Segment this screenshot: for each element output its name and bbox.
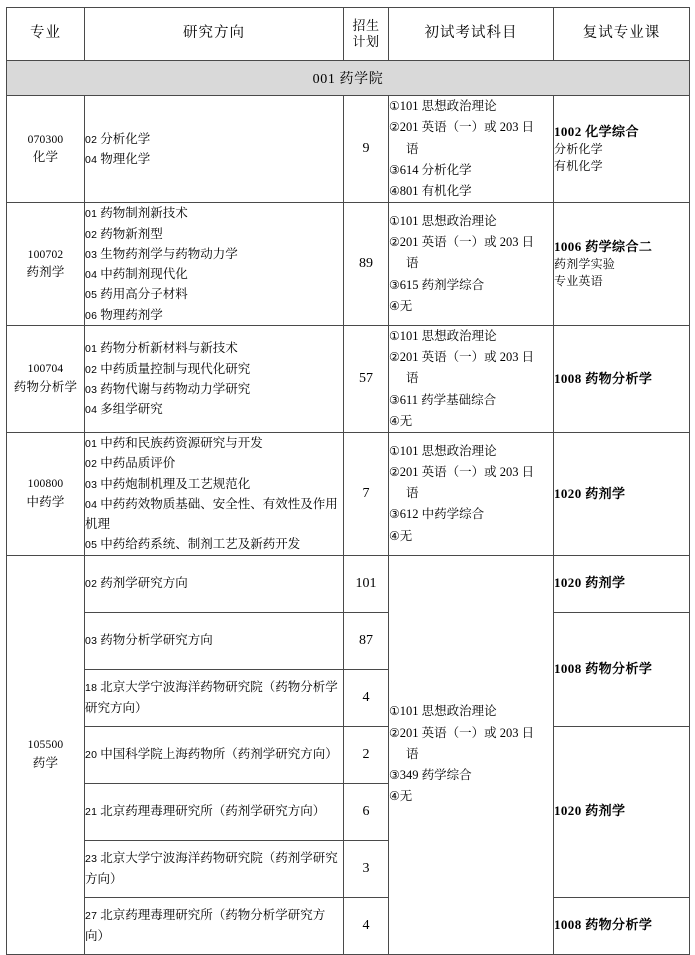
exam-item-marker: ③ xyxy=(389,162,400,177)
direction-number: 06 xyxy=(85,309,98,322)
column-header-major: 专业 xyxy=(7,8,85,61)
preliminary-exam-cell xyxy=(389,325,554,432)
column-header-enrollment-plan-line1: 招生 xyxy=(352,18,380,34)
exam-subject-text: 201 英语（一）或 203 日 xyxy=(399,120,535,135)
direction-number: 04 xyxy=(85,269,98,281)
exam-item-marker: ③ xyxy=(389,507,400,522)
exam-subject-text: 201 英语（一）或 203 日 xyxy=(399,350,535,364)
table-row xyxy=(7,96,690,203)
enrollment-plan-cell: 89 xyxy=(344,203,389,326)
research-direction-cell xyxy=(85,203,344,326)
exam-subject-line xyxy=(389,701,553,722)
exam-subject-text: 语 xyxy=(406,486,419,501)
exam-subject-line xyxy=(389,504,553,525)
direction-number: 01 xyxy=(85,343,98,356)
exam-item-marker: ③ xyxy=(389,768,400,783)
research-direction-item xyxy=(85,305,343,325)
research-direction-cell xyxy=(85,96,344,203)
retest-sub-course: 分析化学 xyxy=(554,142,603,157)
admission-plan-table xyxy=(6,7,690,955)
research-direction-item xyxy=(85,224,343,244)
direction-number: 21 xyxy=(85,806,98,819)
exam-subject-text: 语 xyxy=(406,141,419,156)
exam-item-marker: ② xyxy=(389,235,400,250)
exam-subject-line xyxy=(389,96,553,117)
retest-sub-course: 专业英语 xyxy=(554,274,603,289)
exam-subject-text: 612 中药学综合 xyxy=(399,507,485,522)
research-direction-item xyxy=(85,244,343,264)
direction-text: 北京大学宁波海洋药物研究院（药物分析学研究方向） xyxy=(85,680,338,715)
direction-number: 02 xyxy=(85,458,98,471)
retest-sub-course: 有机化学 xyxy=(554,159,603,174)
exam-item-marker: ④ xyxy=(389,184,400,198)
major-cell xyxy=(7,203,85,326)
research-direction-item xyxy=(85,573,343,593)
major-cell xyxy=(7,325,85,432)
research-direction-item xyxy=(85,630,343,650)
research-direction-cell xyxy=(85,783,344,840)
exam-subject-line xyxy=(389,211,553,232)
table-row xyxy=(7,325,690,432)
exam-subject-text: 无 xyxy=(399,528,413,543)
direction-text: 北京药理毒理研究所（药剂学研究方向） xyxy=(100,804,326,819)
enrollment-plan-cell: 7 xyxy=(344,433,389,556)
direction-number: 03 xyxy=(85,383,98,396)
column-header-enrollment-plan xyxy=(344,8,389,61)
direction-number: 27 xyxy=(85,910,98,923)
direction-number: 05 xyxy=(85,539,98,552)
exam-subject-line xyxy=(389,117,553,138)
exam-subject-text: 101 思想政治理论 xyxy=(399,213,497,228)
direction-number: 03 xyxy=(85,635,98,648)
retest-main-course: 1020 药剂学 xyxy=(554,575,626,591)
research-direction-item xyxy=(85,801,343,821)
direction-text: 中药品质评价 xyxy=(100,456,176,471)
exam-subject-line xyxy=(389,526,553,547)
exam-subject-text: 611 药学基础综合 xyxy=(399,392,497,407)
exam-subject-text: 201 英语（一）或 203 日 xyxy=(399,235,535,250)
major-code: 100702 xyxy=(27,248,64,261)
preliminary-exam-cell xyxy=(389,555,554,954)
exam-subject-text: 无 xyxy=(399,789,413,804)
exam-subject-line xyxy=(389,253,553,274)
exam-subject-line xyxy=(389,483,553,504)
direction-text: 药物代谢与药物动力学研究 xyxy=(100,381,251,396)
exam-subject-line xyxy=(389,765,553,786)
preliminary-exam-cell xyxy=(389,203,554,326)
direction-text: 北京大学宁波海洋药物研究院（药剂学研究方向） xyxy=(85,851,338,886)
enrollment-plan-cell: 2 xyxy=(344,726,389,783)
exam-subject-text: 101 思想政治理论 xyxy=(399,99,497,113)
column-header-enrollment-plan-line2: 计划 xyxy=(352,34,380,49)
retest-subject-cell xyxy=(554,726,690,897)
college-banner-row xyxy=(7,61,690,96)
direction-number: 02 xyxy=(85,133,98,146)
direction-number: 20 xyxy=(85,749,98,762)
direction-text: 药物分析新材料与新技术 xyxy=(100,341,238,356)
table-header xyxy=(7,8,690,61)
header-row xyxy=(7,8,690,61)
direction-text: 药用高分子材料 xyxy=(100,287,188,302)
major-name: 药剂学 xyxy=(26,265,65,280)
research-direction-cell xyxy=(85,555,344,612)
retest-subject-cell xyxy=(554,96,690,203)
exam-subject-text: 101 思想政治理论 xyxy=(399,704,497,719)
exam-subject-line xyxy=(389,139,553,160)
direction-number: 03 xyxy=(85,478,98,491)
exam-subject-text: 101 思想政治理论 xyxy=(399,328,497,343)
exam-item-marker: ④ xyxy=(389,528,400,543)
exam-subject-line xyxy=(389,723,553,744)
direction-text: 中药制剂现代化 xyxy=(100,267,188,281)
retest-subject-cell xyxy=(554,612,690,726)
direction-number: 01 xyxy=(85,208,98,221)
column-header-preliminary-exam-subjects: 初试考试科目 xyxy=(389,8,554,61)
direction-number: 02 xyxy=(85,363,98,376)
research-direction-item xyxy=(85,453,343,473)
exam-subject-text: 无 xyxy=(399,413,413,428)
retest-subject-cell xyxy=(554,433,690,556)
research-direction-cell xyxy=(85,612,344,669)
direction-text: 北京药理毒理研究所（药物分析学研究方向） xyxy=(85,908,326,943)
enrollment-plan-cell: 6 xyxy=(344,783,389,840)
enrollment-plan-cell: 101 xyxy=(344,555,389,612)
retest-main-course: 1002 化学综合 xyxy=(554,123,639,139)
exam-subject-line xyxy=(389,232,553,253)
exam-item-marker: ③ xyxy=(389,277,400,292)
retest-main-course: 1008 药物分析学 xyxy=(554,660,653,676)
retest-main-course: 1008 药物分析学 xyxy=(554,370,653,386)
table-body xyxy=(7,61,690,955)
direction-number: 02 xyxy=(85,578,98,591)
enrollment-plan-cell: 57 xyxy=(344,325,389,432)
table-row xyxy=(7,203,690,326)
research-direction-item xyxy=(85,474,343,494)
direction-text: 物理药剂学 xyxy=(100,307,163,322)
direction-text: 多组学研究 xyxy=(100,402,163,417)
research-direction-item xyxy=(85,203,343,223)
direction-number: 04 xyxy=(85,404,98,417)
major-cell xyxy=(7,555,85,954)
direction-number: 23 xyxy=(85,853,98,866)
table-row xyxy=(7,726,690,783)
table-row xyxy=(7,897,690,954)
column-header-retest-subject: 复试专业课 xyxy=(554,8,690,61)
research-direction-cell xyxy=(85,897,344,954)
major-code: 105500 xyxy=(27,739,64,752)
direction-number: 01 xyxy=(85,438,98,450)
major-name: 中药学 xyxy=(26,495,65,510)
research-direction-cell xyxy=(85,325,344,432)
research-direction-item xyxy=(85,338,343,358)
research-direction-cell xyxy=(85,840,344,897)
exam-item-marker: ② xyxy=(389,120,400,135)
research-direction-item xyxy=(85,534,343,554)
major-code: 070300 xyxy=(27,133,64,146)
direction-text: 物理化学 xyxy=(100,152,151,167)
direction-text: 中国科学院上海药物所（药剂学研究方向） xyxy=(100,747,338,762)
table-row xyxy=(7,612,690,669)
exam-subject-text: 201 英语（一）或 203 日 xyxy=(399,464,535,479)
direction-text: 中药质量控制与现代化研究 xyxy=(100,361,251,376)
exam-item-marker: ③ xyxy=(389,392,400,407)
direction-text: 药剂学研究方向 xyxy=(100,576,188,591)
research-direction-item xyxy=(85,379,343,399)
major-code: 100800 xyxy=(27,478,64,491)
direction-number: 02 xyxy=(85,228,98,241)
direction-number: 04 xyxy=(85,154,98,167)
exam-subject-line xyxy=(389,441,553,462)
research-direction-item xyxy=(85,149,343,169)
major-cell xyxy=(7,96,85,203)
exam-subject-line xyxy=(389,411,553,432)
exam-subject-line xyxy=(389,347,553,368)
exam-item-marker: ① xyxy=(389,328,400,343)
major-name: 药物分析学 xyxy=(13,380,78,395)
major-code: 100704 xyxy=(27,363,64,376)
exam-subject-text: 语 xyxy=(406,371,419,386)
exam-subject-text: 语 xyxy=(406,746,419,761)
research-direction-item xyxy=(85,744,343,764)
enrollment-plan-cell: 4 xyxy=(344,897,389,954)
exam-subject-line xyxy=(389,296,553,317)
retest-subject-cell xyxy=(554,203,690,326)
exam-subject-line xyxy=(389,744,553,765)
research-direction-item xyxy=(85,284,343,304)
retest-subject-cell xyxy=(554,325,690,432)
exam-item-marker: ① xyxy=(389,99,400,113)
research-direction-item xyxy=(85,677,343,718)
exam-item-marker: ④ xyxy=(389,789,400,804)
college-banner-cell: 001 药学院 xyxy=(7,61,690,96)
exam-subject-text: 615 药剂学综合 xyxy=(399,277,485,292)
research-direction-item xyxy=(85,129,343,149)
enrollment-plan-cell: 3 xyxy=(344,840,389,897)
exam-subject-text: 无 xyxy=(399,298,413,313)
enrollment-plan-cell: 9 xyxy=(344,96,389,203)
exam-subject-text: 801 有机化学 xyxy=(399,184,472,198)
research-direction-item xyxy=(85,264,343,284)
retest-subject-cell xyxy=(554,555,690,612)
table-row xyxy=(7,433,690,556)
exam-subject-text: 语 xyxy=(406,256,419,271)
enrollment-plan-cell: 4 xyxy=(344,669,389,726)
exam-subject-text: 101 思想政治理论 xyxy=(399,443,497,458)
major-name: 化学 xyxy=(32,150,59,165)
exam-subject-line xyxy=(389,275,553,296)
exam-subject-line xyxy=(389,786,553,807)
research-direction-item xyxy=(85,494,343,535)
research-direction-item xyxy=(85,905,343,946)
retest-subject-cell xyxy=(554,897,690,954)
column-header-research-direction: 研究方向 xyxy=(85,8,344,61)
direction-text: 中药药效物质基础、安全性、有效性及作用机理 xyxy=(85,496,338,531)
retest-main-course: 1008 药物分析学 xyxy=(554,917,653,933)
direction-text: 药物制剂新技术 xyxy=(100,206,188,221)
direction-number: 05 xyxy=(85,289,98,302)
research-direction-item xyxy=(85,399,343,419)
preliminary-exam-cell xyxy=(389,433,554,556)
exam-subject-line xyxy=(389,160,553,181)
direction-number: 03 xyxy=(85,248,98,261)
direction-number: 18 xyxy=(85,682,98,695)
direction-text: 生物药剂学与药物动力学 xyxy=(100,246,238,261)
direction-text: 药物新剂型 xyxy=(100,226,163,241)
exam-item-marker: ② xyxy=(389,464,400,479)
direction-text: 药物分析学研究方向 xyxy=(100,633,213,648)
exam-item-marker: ④ xyxy=(389,298,400,313)
exam-item-marker: ① xyxy=(389,704,400,719)
exam-item-marker: ① xyxy=(389,443,400,458)
retest-sub-course: 药剂学实验 xyxy=(554,257,616,272)
exam-subject-text: 349 药学综合 xyxy=(399,768,472,783)
exam-subject-line xyxy=(389,326,553,347)
exam-subject-line xyxy=(389,368,553,389)
exam-item-marker: ② xyxy=(389,725,400,740)
enrollment-plan-cell: 87 xyxy=(344,612,389,669)
direction-text: 中药炮制机理及工艺规范化 xyxy=(100,476,251,491)
direction-text: 分析化学 xyxy=(100,131,151,146)
research-direction-item xyxy=(85,848,343,889)
exam-subject-text: 201 英语（一）或 203 日 xyxy=(399,725,535,740)
exam-subject-line xyxy=(389,462,553,483)
research-direction-cell xyxy=(85,726,344,783)
major-name: 药学 xyxy=(32,755,59,770)
retest-main-course: 1020 药剂学 xyxy=(554,485,626,501)
retest-main-course: 1020 药剂学 xyxy=(554,803,626,819)
exam-item-marker: ② xyxy=(389,350,400,364)
research-direction-cell xyxy=(85,433,344,556)
retest-main-course: 1006 药学综合二 xyxy=(554,238,653,254)
preliminary-exam-cell xyxy=(389,96,554,203)
exam-subject-line xyxy=(389,390,553,411)
exam-subject-text: 614 分析化学 xyxy=(399,162,472,177)
exam-item-marker: ① xyxy=(389,213,400,228)
direction-text: 中药给药系统、制剂工艺及新药开发 xyxy=(100,537,301,552)
research-direction-item xyxy=(85,359,343,379)
exam-item-marker: ④ xyxy=(389,413,400,428)
direction-number: 04 xyxy=(85,498,98,511)
research-direction-item xyxy=(85,433,343,453)
major-cell xyxy=(7,433,85,556)
exam-subject-line xyxy=(389,181,553,202)
direction-text: 中药和民族药资源研究与开发 xyxy=(100,436,263,450)
research-direction-cell xyxy=(85,669,344,726)
table-row xyxy=(7,555,690,612)
